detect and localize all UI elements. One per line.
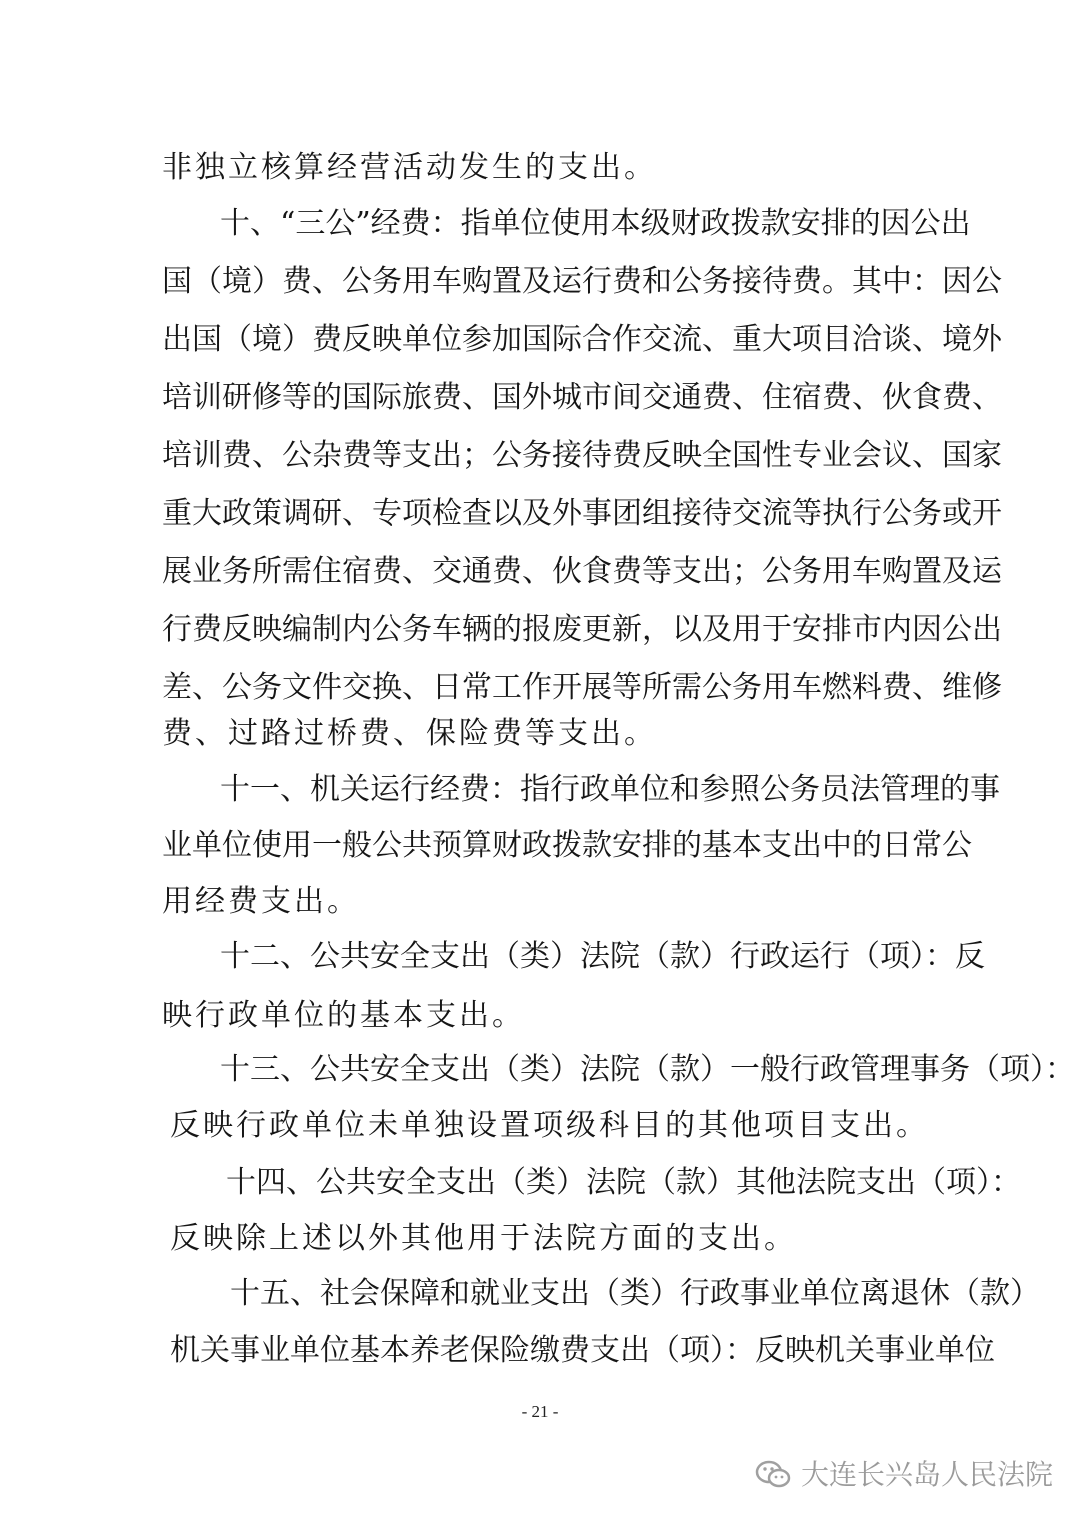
text-line: 国（境）费、公务用车购置及运行费和公务接待费。其中：因公 (162, 264, 1002, 299)
text-line: 反映除上述以外其他用于法院方面的支出。 (170, 1221, 797, 1256)
paragraph-start: 十一、机关运行经费：指行政单位和参照公务员法管理的事 (220, 772, 1000, 807)
paragraph-start: 十五、社会保障和就业支出（类）行政事业单位离退休（款） (230, 1276, 1040, 1311)
text-line: 出国（境）费反映单位参加国际合作交流、重大项目洽谈、境外 (162, 322, 1002, 357)
text-line: 非独立核算经营活动发生的支出。 (162, 150, 657, 185)
text-line: 费、过路过桥费、保险费等支出。 (162, 716, 657, 751)
text-line: 培训研修等的国际旅费、国外城市间交通费、住宿费、伙食费、 (162, 380, 1002, 415)
page-number: - 21 - (521, 1402, 559, 1421)
watermark-text: 大连长兴岛人民法院 (801, 1458, 1054, 1491)
paragraph-start: 十三、公共安全支出（类）法院（款）一般行政管理事务（项）： (220, 1052, 1075, 1087)
text-line: 机关事业单位基本养老保险缴费支出（项）：反映机关事业单位 (170, 1333, 995, 1368)
paragraph-start: 十、“三公”经费：指单位使用本级财政拨款安排的因公出 (220, 206, 971, 241)
text-line: 映行政单位的基本支出。 (162, 998, 525, 1033)
text-line: 行费反映编制内公务车辆的报废更新，以及用于安排市内因公出 (162, 612, 1002, 647)
wechat-icon (755, 1459, 793, 1491)
text-line: 业单位使用一般公共预算财政拨款安排的基本支出中的日常公 (162, 828, 972, 863)
text-line: 差、公务文件交换、日常工作开展等所需公务用车燃料费、维修 (162, 670, 1002, 705)
text-line: 用经费支出。 (162, 884, 360, 919)
paragraph-start: 十四、公共安全支出（类）法院（款）其他法院支出（项）： (226, 1165, 1021, 1200)
paragraph-start: 十二、公共安全支出（类）法院（款）行政运行（项）：反 (220, 939, 985, 974)
watermark (755, 1455, 1053, 1495)
text-line: 培训费、公杂费等支出；公务接待费反映全国性专业会议、国家 (162, 438, 1002, 473)
text-line: 反映行政单位未单独设置项级科目的其他项目支出。 (170, 1108, 929, 1143)
text-line: 重大政策调研、专项检查以及外事团组接待交流等执行公务或开 (162, 496, 1002, 531)
text-line: 展业务所需住宿费、交通费、伙食费等支出；公务用车购置及运 (162, 554, 1002, 589)
